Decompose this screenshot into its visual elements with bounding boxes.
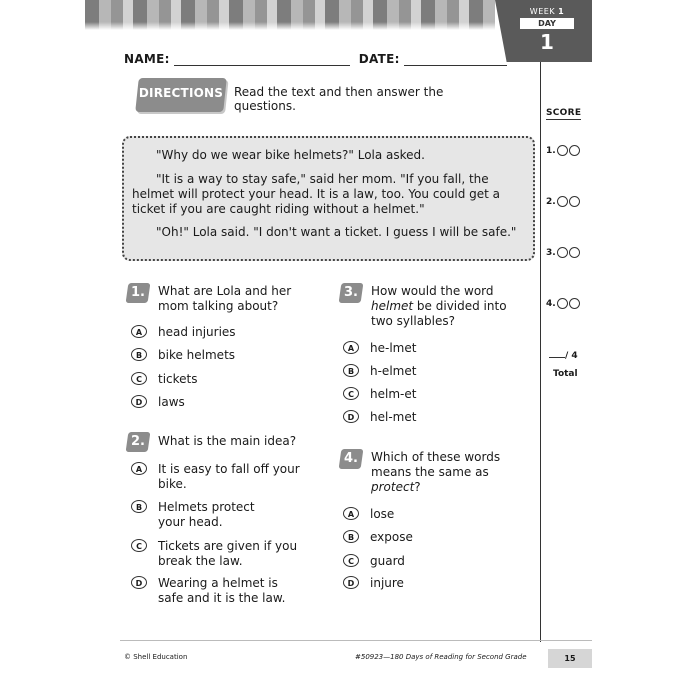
score-item-3: 3. <box>546 247 580 258</box>
footer-book-title: #50923—180 Days of Reading for Second Grade <box>355 653 527 661</box>
name-label: NAME: <box>124 52 170 66</box>
footer-copyright: © Shell Education <box>124 653 188 661</box>
name-field[interactable] <box>174 65 350 66</box>
week-label: WEEK 1 <box>529 7 565 16</box>
date-field[interactable] <box>404 65 507 66</box>
question-4-text: Which of these words means the same as protect? <box>371 450 501 494</box>
frown-face-icon[interactable] <box>569 145 580 156</box>
score-item-1: 1. <box>546 145 580 156</box>
day-number: 1 <box>540 30 554 54</box>
score-item-2: 2. <box>546 196 580 207</box>
passage-paragraph-1: "Why do we wear bike helmets?" Lola asked. <box>156 148 425 162</box>
question-2-text: What is the main idea? <box>158 434 297 448</box>
directions-badge: DIRECTIONS <box>137 78 225 112</box>
page-number: 15 <box>548 649 592 668</box>
question-3-number: 3. <box>340 283 362 303</box>
question-1-number: 1. <box>127 283 149 303</box>
reading-passage <box>122 136 535 261</box>
date-label: DATE: <box>358 52 400 66</box>
question-3-text: How would the word helmet be divided into two syllables? <box>371 284 507 328</box>
smile-face-icon[interactable] <box>557 247 568 258</box>
question-1-text: What are Lola and her mom talking about? <box>158 284 292 313</box>
total-blank[interactable] <box>549 357 565 358</box>
directions-text: Read the text and then answer the questions. <box>234 85 444 113</box>
frown-face-icon[interactable] <box>569 247 580 258</box>
day-label: DAY <box>520 18 574 29</box>
smile-face-icon[interactable] <box>557 298 568 309</box>
footer-divider <box>120 640 592 641</box>
frown-face-icon[interactable] <box>569 196 580 207</box>
smile-face-icon[interactable] <box>557 196 568 207</box>
question-2-number: 2. <box>127 432 149 452</box>
header-stripes <box>85 0 495 30</box>
score-total-label: Total <box>553 369 578 379</box>
question-4-number: 4. <box>340 449 362 469</box>
passage-paragraph-3: "Oh!" Lola said. "I don't want a ticket. I guess I will be safe." <box>156 225 517 239</box>
score-total: / 4 <box>549 351 578 361</box>
name-date-row <box>124 52 507 66</box>
score-title: SCORE <box>546 108 582 118</box>
smile-face-icon[interactable] <box>557 145 568 156</box>
frown-face-icon[interactable] <box>569 298 580 309</box>
passage-paragraph-2: "It is a way to stay safe," said her mom. "If you fall, the helmet will protect your head. It is a law, too. You could get a ticket if you are caught riding without a helmet." <box>132 172 501 216</box>
score-item-4: 4. <box>546 298 580 309</box>
